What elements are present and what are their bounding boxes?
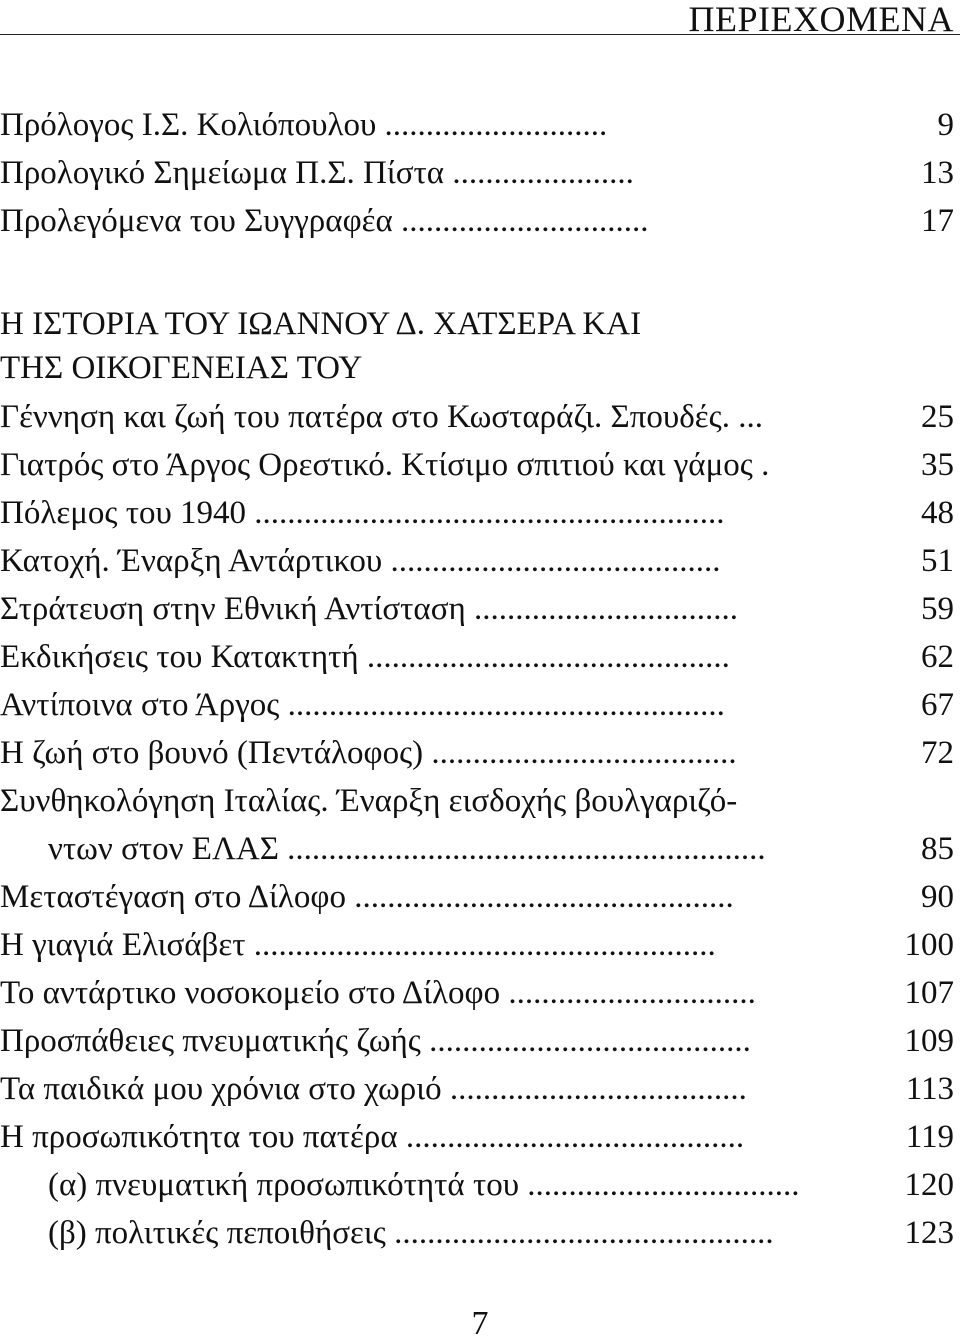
section-heading-line2: ΤΗΣ ΟΙΚΟΓΕΝΕΙΑΣ ΤΟΥ xyxy=(0,350,363,386)
toc-entry xyxy=(0,1064,960,1112)
toc-entry xyxy=(0,440,960,488)
page-number: 7 xyxy=(471,1305,489,1342)
toc-entry-title: Μεταστέγαση στο Δίλοφο .............................................. xyxy=(0,879,734,915)
toc-entry-page: 107 xyxy=(904,975,954,1011)
toc-entry-title: Το αντάρτικο νοσοκομείο στο Δίλοφο .............................. xyxy=(0,975,756,1011)
toc-entry xyxy=(0,392,960,440)
toc-entry-page: 62 xyxy=(921,639,954,675)
toc-entry-page: 120 xyxy=(904,1167,954,1203)
toc-entry-page: 13 xyxy=(921,155,954,191)
toc-entry-page: 35 xyxy=(921,447,954,483)
toc-entry-title: Η γιαγιά Ελισάβετ ........................................................ xyxy=(0,927,716,963)
toc-entry-page: 123 xyxy=(904,1215,954,1251)
page-header xyxy=(0,0,960,40)
toc-entry-title: Συνθηκολόγηση Ιταλίας. Έναρξη εισδοχής βουλγαριζό- xyxy=(0,783,738,819)
toc-entry xyxy=(0,488,960,536)
toc-entry-title: Πρόλογος Ι.Σ. Κολιόπουλου ........................... xyxy=(0,107,608,143)
toc-entry-title: Προσπάθειες πνευματικής ζωής ....................................... xyxy=(0,1023,751,1059)
toc-entry-title: Γέννηση και ζωή του πατέρα στο Κωσταράζι. Σπουδές. ... xyxy=(0,399,763,435)
toc-entry-title: Στράτευση στην Εθνική Αντίσταση ................................ xyxy=(0,591,739,627)
toc-entry-page: 51 xyxy=(921,543,954,579)
toc-entry-page: 113 xyxy=(905,1071,954,1107)
toc-entry xyxy=(0,1112,960,1160)
toc-entry xyxy=(0,1016,960,1064)
toc-entry-page: 90 xyxy=(921,879,954,915)
section-heading-line1: Η ΙΣΤΟΡΙΑ ΤΟΥ ΙΩΑΝΝΟΥ Δ. ΧΑΤΣΕΡΑ ΚΑΙ xyxy=(0,306,642,342)
toc-entry-page: 59 xyxy=(921,591,954,627)
toc-entry xyxy=(0,824,960,872)
page-title: ΠΕΡΙΕΧΟΜΕΝΑ xyxy=(688,0,954,39)
toc-entry xyxy=(0,968,960,1016)
toc-entry xyxy=(0,872,960,920)
toc-entry xyxy=(0,680,960,728)
toc-entry-title: ντων στον ΕΛΑΣ .......................................................... xyxy=(48,831,766,867)
toc-entry-page: 25 xyxy=(921,399,954,435)
toc-entry-title: Κατοχή. Έναρξη Αντάρτικου ........................................ xyxy=(0,543,721,579)
toc-entry-page: 100 xyxy=(904,927,954,963)
toc-entry-title: Προλεγόμενα του Συγγραφέα .............................. xyxy=(0,203,649,239)
toc-subentry xyxy=(0,1208,960,1256)
toc-entry-page: 72 xyxy=(921,735,954,771)
toc-entry-title: Πόλεμος του 1940 ......................................................... xyxy=(0,495,725,531)
toc-entry xyxy=(0,100,960,148)
toc-entry-title: Αντίποινα στο Άργος ..................................................... xyxy=(0,687,725,723)
toc-entry-title: Προλογικό Σημείωμα Π.Σ. Πίστα ...................... xyxy=(0,155,634,191)
toc-entry-page: 85 xyxy=(921,831,954,867)
toc-entry xyxy=(0,728,960,776)
toc-entry-page: 119 xyxy=(905,1119,954,1155)
toc-entry-page: 17 xyxy=(921,203,954,239)
toc-entry xyxy=(0,196,960,244)
toc-entry xyxy=(0,584,960,632)
toc-subentry xyxy=(0,1160,960,1208)
toc-entry-title: (β) πολιτικές πεποιθήσεις .............................................. xyxy=(48,1215,774,1251)
toc-entry-page: 48 xyxy=(921,495,954,531)
toc-entry xyxy=(0,536,960,584)
toc-entry-title: (α) πνευματική προσωπικότητά του ................................. xyxy=(48,1167,800,1203)
toc-entry-page: 109 xyxy=(904,1023,954,1059)
toc-entry xyxy=(0,148,960,196)
toc-entry-title: Η προσωπικότητα του πατέρα ......................................... xyxy=(0,1119,745,1155)
toc-entry-title: Γιατρός στο Άργος Ορεστικό. Κτίσιμο σπιτιού και γάμος . xyxy=(0,447,770,483)
toc-entry-title: Τα παιδικά μου χρόνια στο χωριό .................................... xyxy=(0,1071,747,1107)
toc-entry-page: 9 xyxy=(937,107,954,143)
toc-entry-page: 67 xyxy=(921,687,954,723)
header-rule xyxy=(0,34,960,35)
toc-entry xyxy=(0,776,960,824)
toc-entry-title: Η ζωή στο βουνό (Πεντάλοφος) ..................................... xyxy=(0,735,737,771)
toc-entry xyxy=(0,920,960,968)
toc-entry-title: Εκδικήσεις του Κατακτητή ............................................ xyxy=(0,639,730,675)
toc-entry xyxy=(0,632,960,680)
